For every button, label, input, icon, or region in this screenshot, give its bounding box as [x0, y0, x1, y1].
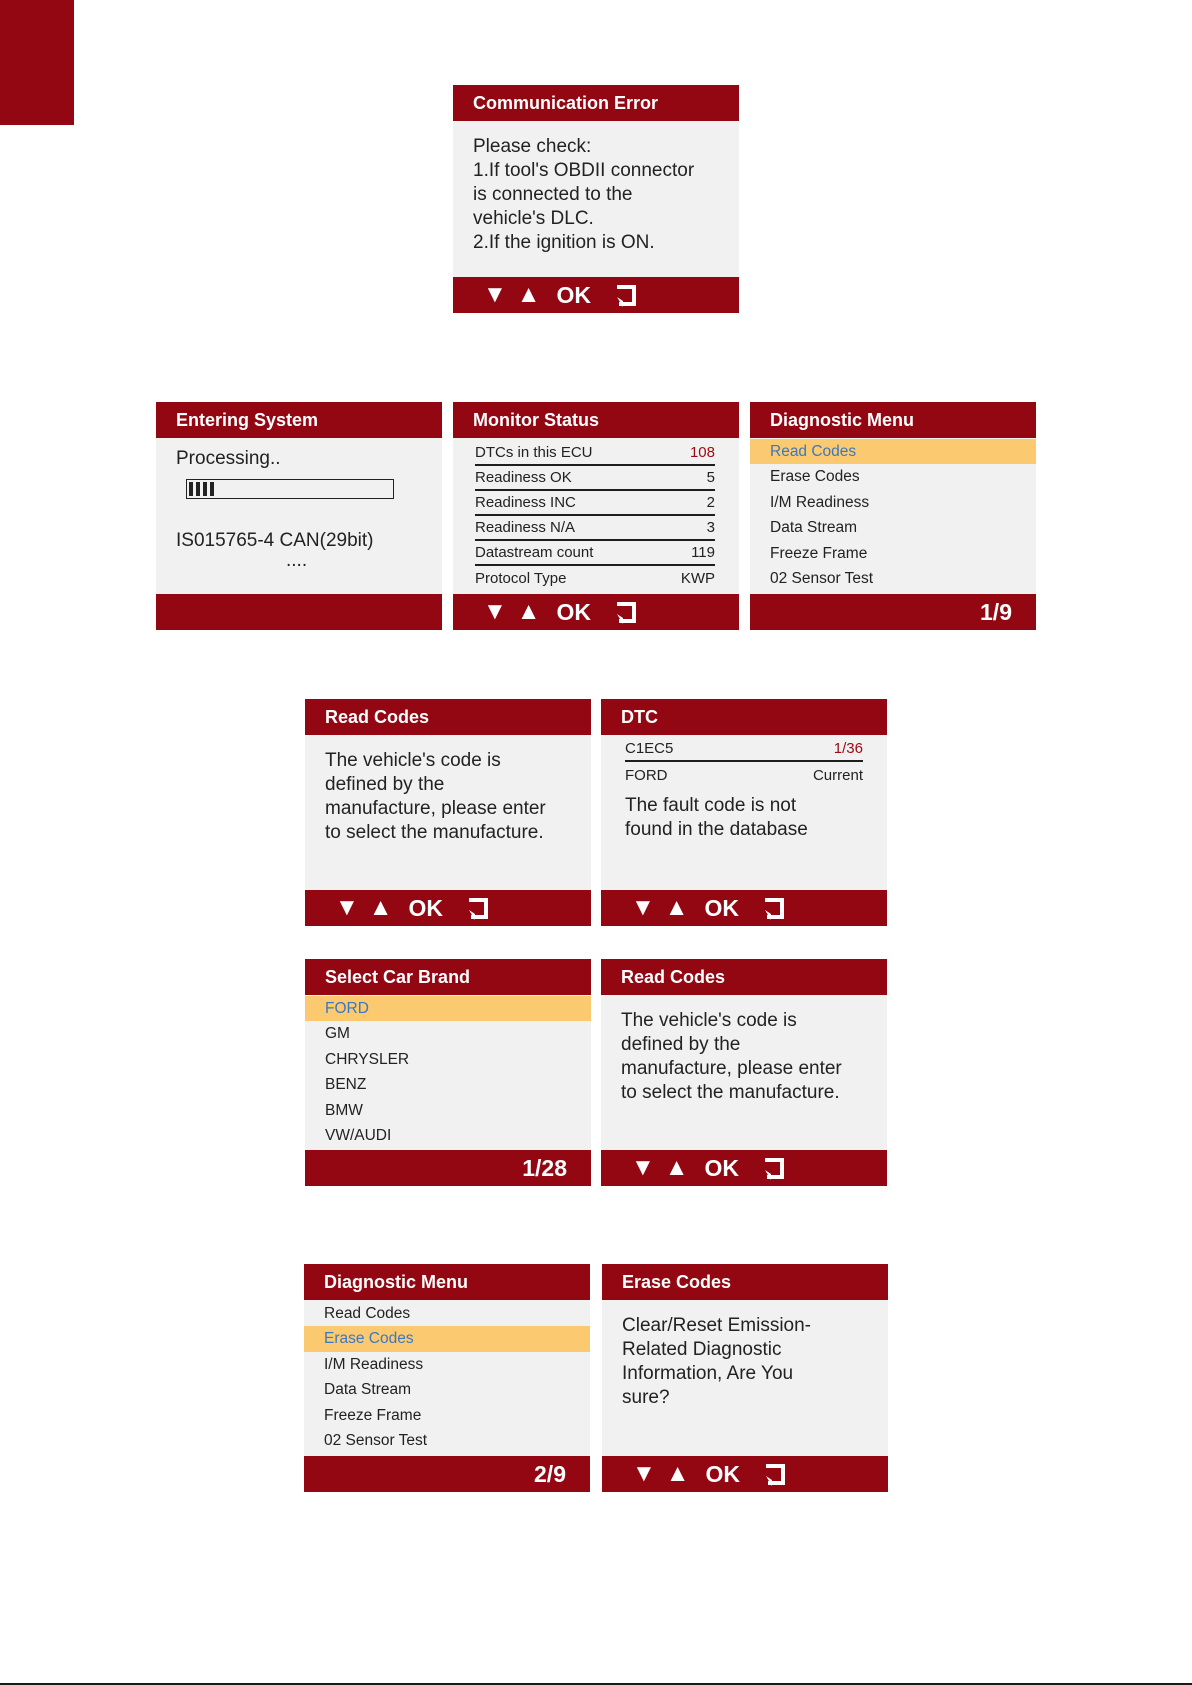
- dtc-code-row: [625, 736, 863, 762]
- row-label: Readiness INC: [475, 494, 576, 511]
- ok-button[interactable]: OK: [556, 281, 592, 308]
- brand-item-vw-audi[interactable]: VW/AUDI: [325, 1126, 392, 1144]
- screen-dtc: [601, 699, 887, 926]
- nav-footer: [305, 890, 591, 926]
- menu-item-o2-sensor-test[interactable]: 02 Sensor Test: [770, 569, 874, 587]
- message-text: Please check: 1.If tool's OBDII connector is connected to the vehicle's DLC. 2.If the ignition is ON.: [473, 136, 695, 253]
- brand-item-benz[interactable]: BENZ: [325, 1076, 367, 1094]
- menu-item-freeze-frame[interactable]: Freeze Frame: [770, 544, 868, 562]
- up-arrow-icon[interactable]: ▲: [664, 1154, 689, 1181]
- return-icon[interactable]: [615, 600, 637, 624]
- ok-button[interactable]: OK: [556, 598, 592, 625]
- menu-item-data-stream[interactable]: Data Stream: [324, 1381, 412, 1399]
- menu-item-o2-sensor-test[interactable]: 02 Sensor Test: [324, 1431, 428, 1449]
- down-arrow-icon[interactable]: ▼: [335, 894, 359, 921]
- screen-title: Entering System: [156, 402, 442, 438]
- up-arrow-icon[interactable]: ▲: [516, 281, 541, 308]
- screen-read-codes-1: [305, 699, 591, 926]
- screen-title: DTC: [601, 699, 887, 735]
- brand-item-gm[interactable]: GM: [325, 1025, 350, 1043]
- message-text: The vehicle's code is defined by the manufacture, please enter to select the manufacture.: [621, 1010, 842, 1103]
- return-icon[interactable]: [764, 1462, 786, 1486]
- nav-footer: [601, 890, 887, 926]
- down-arrow-icon[interactable]: ▼: [483, 598, 507, 625]
- return-icon[interactable]: [467, 896, 489, 920]
- screen-title: Diagnostic Menu: [304, 1264, 590, 1300]
- screen-monitor-status: [453, 402, 739, 630]
- dtc-index: 1/36: [833, 739, 863, 757]
- screen-title: Select Car Brand: [305, 959, 591, 995]
- page-indicator: 1/28: [522, 1155, 567, 1181]
- row-value: KWP: [680, 570, 715, 587]
- return-icon[interactable]: [763, 896, 785, 920]
- screen-title: Erase Codes: [602, 1264, 888, 1300]
- page-corner-tab: [0, 0, 74, 125]
- up-arrow-icon[interactable]: ▲: [665, 1460, 690, 1487]
- menu-item-im-readiness[interactable]: I/M Readiness: [770, 493, 870, 511]
- down-arrow-icon[interactable]: ▼: [631, 894, 655, 921]
- brand-item-chrysler[interactable]: CHRYSLER: [325, 1050, 410, 1068]
- row-value: 119: [691, 544, 715, 561]
- ok-button[interactable]: OK: [704, 894, 740, 921]
- menu-item-freeze-frame[interactable]: Freeze Frame: [324, 1406, 422, 1424]
- table-row: [475, 541, 715, 566]
- ok-button[interactable]: OK: [705, 1460, 741, 1487]
- row-value: 108: [689, 444, 715, 461]
- row-value: 3: [706, 519, 715, 536]
- return-icon[interactable]: [763, 1156, 785, 1180]
- page-indicator: 2/9: [534, 1461, 566, 1487]
- down-arrow-icon[interactable]: ▼: [632, 1460, 656, 1487]
- screen-title: Read Codes: [305, 699, 591, 735]
- message-text: The fault code is not found in the database: [625, 795, 808, 840]
- row-label: Protocol Type: [475, 570, 567, 587]
- page-indicator: 1/9: [980, 599, 1012, 625]
- screen-erase-codes: [602, 1264, 888, 1492]
- screen-title: Diagnostic Menu: [750, 402, 1036, 438]
- page-footer: [305, 1150, 591, 1186]
- screen-read-codes-2: [601, 959, 887, 1186]
- blank-footer: [156, 594, 442, 630]
- row-label: DTCs in this ECU: [475, 444, 593, 461]
- table-row: [475, 491, 715, 516]
- up-arrow-icon[interactable]: ▲: [516, 598, 541, 625]
- progress-fill: [189, 482, 217, 496]
- table-row: [475, 466, 715, 491]
- dtc-status: Current: [812, 766, 863, 784]
- progress-bar: [186, 479, 394, 499]
- protocol-text: IS015765-4 CAN(29bit): [176, 530, 374, 551]
- ok-button[interactable]: OK: [408, 894, 444, 921]
- row-value: 5: [706, 469, 715, 486]
- dtc-make: FORD: [625, 766, 668, 784]
- nav-footer: [453, 277, 739, 313]
- row-label: Readiness OK: [475, 469, 572, 486]
- nav-footer: [453, 594, 739, 630]
- dtc-code: C1EC5: [625, 739, 674, 757]
- page-footer: [304, 1456, 590, 1492]
- brand-item-ford[interactable]: FORD: [305, 996, 591, 1021]
- down-arrow-icon[interactable]: ▼: [631, 1154, 655, 1181]
- screen-title: Read Codes: [601, 959, 887, 995]
- menu-item-read-codes[interactable]: Read Codes: [750, 439, 1036, 464]
- down-arrow-icon[interactable]: ▼: [483, 281, 507, 308]
- menu-item-data-stream[interactable]: Data Stream: [770, 519, 858, 537]
- page-footer: [750, 594, 1036, 630]
- table-row: [475, 566, 715, 591]
- up-arrow-icon[interactable]: ▲: [664, 894, 689, 921]
- table-row: [475, 441, 715, 466]
- return-icon[interactable]: [615, 283, 637, 307]
- nav-footer: [602, 1456, 888, 1492]
- up-arrow-icon[interactable]: ▲: [368, 894, 393, 921]
- loading-dots: ....: [286, 550, 308, 571]
- screen-diagnostic-menu-1: [750, 402, 1036, 630]
- screen-entering-system: [156, 402, 442, 630]
- screen-diagnostic-menu-2: [304, 1264, 590, 1492]
- screen-title: Communication Error: [453, 85, 739, 121]
- message-text: Clear/Reset Emission- Related Diagnostic Information, Are You sure?: [622, 1315, 811, 1408]
- message-text: The vehicle's code is defined by the manufacture, please enter to select the manufacture.: [325, 750, 546, 843]
- nav-footer: [601, 1150, 887, 1186]
- menu-item-im-readiness[interactable]: I/M Readiness: [324, 1355, 424, 1373]
- menu-item-erase-codes[interactable]: Erase Codes: [770, 468, 860, 486]
- processing-text: Processing..: [176, 448, 281, 469]
- menu-item-erase-codes[interactable]: Erase Codes: [304, 1326, 590, 1351]
- row-label: Datastream count: [475, 544, 594, 561]
- screen-communication-error: [453, 85, 739, 313]
- ok-button[interactable]: OK: [704, 1154, 740, 1181]
- screen-title: Monitor Status: [453, 402, 739, 438]
- table-row: [475, 516, 715, 541]
- row-value: 2: [706, 494, 715, 511]
- menu-item-read-codes[interactable]: Read Codes: [324, 1305, 411, 1322]
- screen-select-car-brand: [305, 959, 591, 1186]
- row-label: Readiness N/A: [475, 519, 576, 536]
- dtc-info-row: [625, 762, 863, 788]
- brand-item-bmw[interactable]: BMW: [325, 1101, 363, 1119]
